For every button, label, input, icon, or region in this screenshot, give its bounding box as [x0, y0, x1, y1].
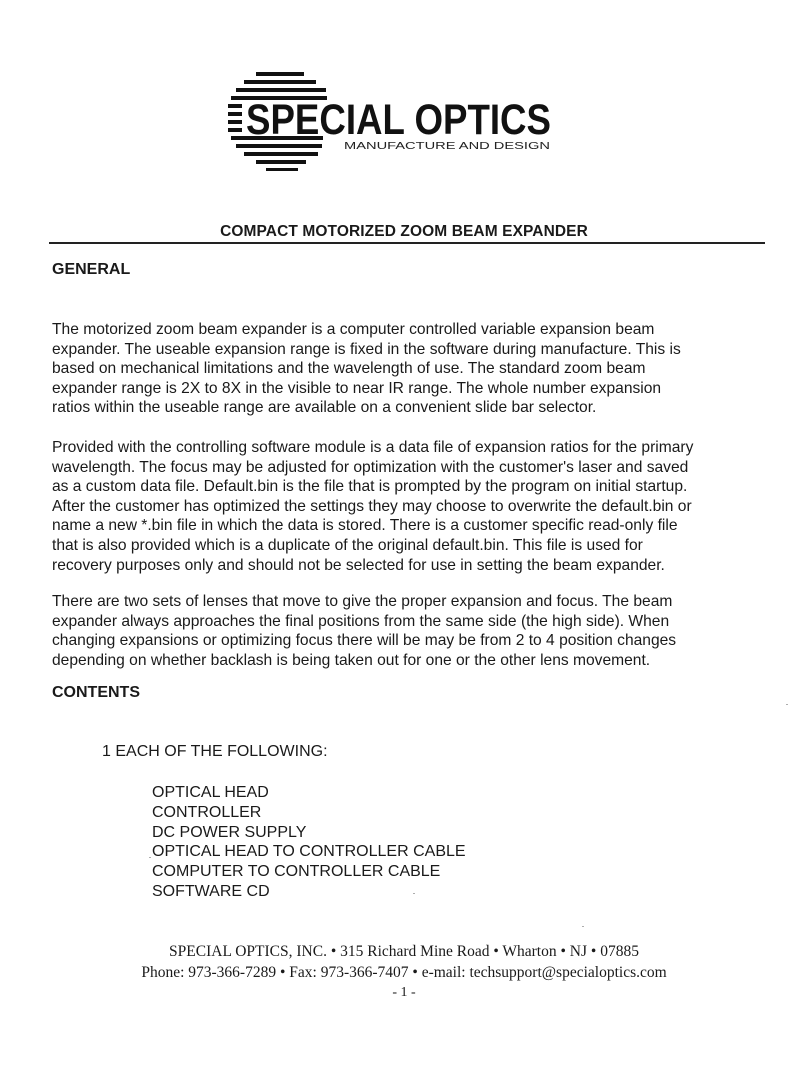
- paragraph-line: expander always approaches the final positions from the same side (the high side). When: [52, 612, 670, 630]
- scan-speck: [413, 893, 415, 894]
- general-paragraph-2: [52, 438, 762, 575]
- paragraph-line: expander. The useable expansion range is fixed in the software during manufacture. This is: [52, 340, 681, 358]
- list-item: SOFTWARE CD: [152, 882, 270, 900]
- paragraph-line: The motorized zoom beam expander is a computer controlled variable expansion beam: [52, 321, 655, 338]
- logo-tagline: MANUFACTURE AND DESIGN: [344, 140, 550, 152]
- document-title: COMPACT MOTORIZED ZOOM BEAM EXPANDER: [220, 223, 588, 240]
- paragraph-line: that is also provided which is a duplicate of the original default.bin. This file is used for: [52, 536, 643, 554]
- list-item: OPTICAL HEAD: [152, 784, 269, 801]
- paragraph-line: Provided with the controlling software module is a data file of expansion ratios for the primary: [52, 439, 694, 456]
- contents-intro: 1 EACH OF THE FOLLOWING:: [102, 743, 328, 760]
- paragraph-line: name a new *.bin file in which the data is stored. There is a customer specific read-only file: [52, 517, 678, 535]
- list-item: DC POWER SUPPLY: [152, 823, 307, 841]
- contents-heading: CONTENTS: [52, 684, 140, 701]
- scan-speck: [149, 857, 151, 858]
- paragraph-line: There are two sets of lenses that move to give the proper expansion and focus. The beam: [52, 593, 673, 610]
- title-divider: [49, 242, 765, 244]
- paragraph-line: based on mechanical limitations and the wavelength of use. The standard zoom beam: [52, 360, 646, 378]
- scan-speck: [786, 704, 788, 705]
- general-paragraph-3: [52, 592, 762, 670]
- general-paragraph-1: [52, 320, 762, 418]
- list-item: OPTICAL HEAD TO CONTROLLER CABLE: [152, 843, 466, 861]
- paragraph-line: wavelength. The focus may be adjusted for optimization with the customer's laser and saved: [52, 458, 689, 476]
- paragraph-line: changing expansions or optimizing focus there will be may be from 2 to 4 position changes: [52, 632, 677, 650]
- paragraph-line: After the customer has optimized the settings they may choose to overwrite the default.bin or: [52, 497, 692, 515]
- paragraph-line: as a custom data file. Default.bin is the file that is prompted by the program on initial startup.: [52, 478, 688, 496]
- list-item: CONTROLLER: [152, 803, 262, 821]
- list-item: COMPUTER TO CONTROLLER CABLE: [152, 863, 441, 881]
- footer-address: SPECIAL OPTICS, INC. • 315 Richard Mine Road • Wharton • NJ • 07885: [169, 943, 639, 960]
- paragraph-line: depending on whether backlash is being taken out for one or the other lens movement.: [52, 651, 651, 669]
- footer-contact: Phone: 973-366-7289 • Fax: 973-366-7407 • e-mail: techsupport@specialoptics.com: [141, 964, 667, 981]
- paragraph-line: recovery purposes only and should not be selected for use in setting the beam expander.: [52, 556, 665, 574]
- page-number: - 1 -: [392, 985, 416, 1000]
- paragraph-line: ratios within the useable range are available on a convenient slide bar selector.: [52, 399, 597, 417]
- paragraph-line: expander range is 2X to 8X in the visible to near IR range. The whole number expansion: [52, 379, 662, 397]
- company-logo: [226, 70, 556, 175]
- logo-wordmark: SPECIAL OPTICS: [246, 96, 551, 144]
- contents-list: [152, 783, 466, 902]
- general-heading: GENERAL: [52, 261, 131, 278]
- scan-speck: [582, 926, 584, 927]
